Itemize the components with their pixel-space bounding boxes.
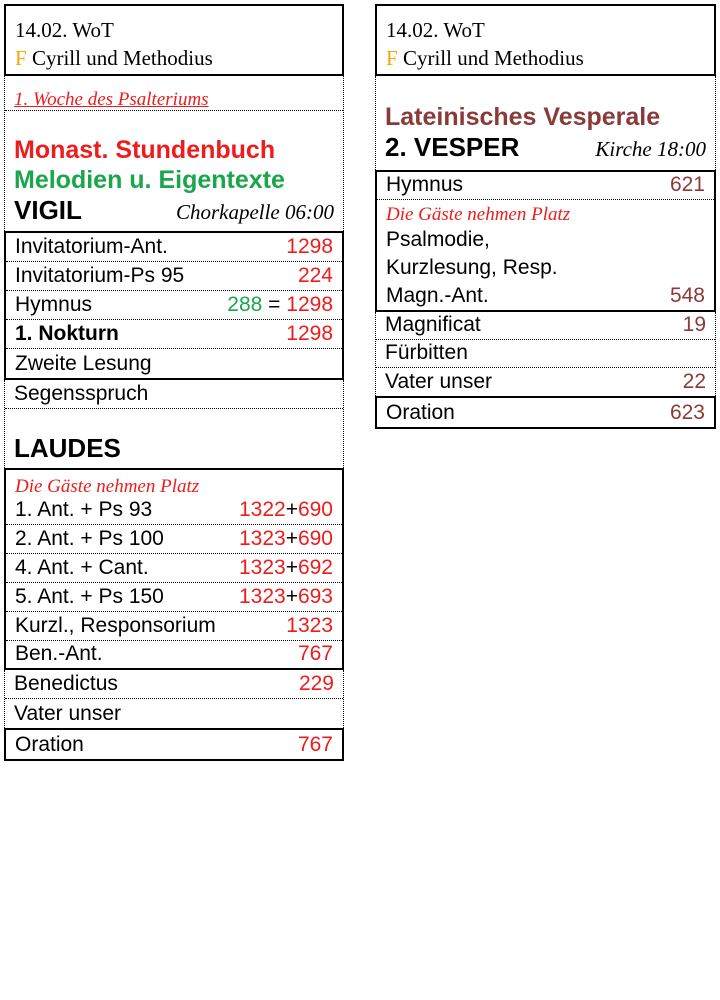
left-header: [4, 4, 344, 76]
right-header: [375, 4, 716, 76]
table-row: Vater unser: [14, 702, 121, 725]
table-row: Invitatorium-Ps 95 224: [6, 262, 342, 291]
table-row: Magnificat 19: [376, 312, 715, 340]
table-row: Ben.-Ant. 767: [6, 641, 342, 670]
hour-vigil: VIGIL: [14, 195, 82, 225]
kurzlesung-label: Kurzlesung, Resp.: [386, 256, 558, 279]
header-date: 14.02. WoT: [15, 18, 114, 42]
right-column: [375, 4, 716, 429]
guests-note: Die Gäste nehmen Platz: [15, 476, 200, 497]
table-row: Invitatorium-Ant. 1298: [6, 233, 342, 262]
laudes-lower: [4, 670, 344, 728]
table-row: Zweite Lesung: [15, 352, 152, 375]
table-row: Fürbitten: [376, 340, 715, 368]
table-row: 1. Nokturn 1298: [6, 320, 342, 349]
rank-letter: F: [15, 46, 27, 70]
table-row: Magn.-Ant. 548: [386, 284, 705, 307]
table-row: 2. Ant. + Ps 100 1323+690: [6, 525, 342, 554]
table-row: Benedictus 229: [5, 670, 343, 699]
title-melodien: Melodien u. Eigentexte: [14, 166, 285, 194]
table-row: 5. Ant. + Ps 150 1323+693: [6, 583, 342, 612]
table-row: Hymnus 288 = 1298: [6, 291, 342, 320]
vesper-lower: [375, 312, 716, 396]
vesper-heading: [376, 132, 715, 163]
table-row: Kurzl., Responsorium 1323: [6, 612, 342, 641]
hour-vesper: 2. VESPER: [385, 132, 520, 162]
hour-laudes: LAUDES: [14, 433, 121, 463]
psalmodie-label: Psalmodie,: [386, 228, 490, 251]
table-row: 4. Ant. + Cant. 1323+692: [6, 554, 342, 583]
feast-name: Cyrill und Methodius: [31, 46, 213, 70]
table-row: 1. Ant. + Ps 93 1322+690: [6, 498, 342, 525]
laudes-box: [4, 468, 344, 670]
rank-letter: F: [386, 46, 398, 70]
left-column: [4, 4, 344, 761]
week-note: 1. Woche des Psalteriums: [14, 89, 209, 110]
title-vesperale: Lateinisches Vesperale: [385, 103, 661, 131]
laudes-oration-box: [4, 728, 344, 761]
right-intro: [375, 76, 716, 170]
vigil-heading: [5, 195, 343, 226]
blessing-row: Segensspruch: [5, 380, 343, 409]
left-intro: [4, 76, 344, 231]
table-row: Vater unser 22: [385, 370, 706, 393]
header-date: 14.02. WoT: [386, 18, 485, 42]
oration-row: Oration 767: [15, 733, 333, 756]
vigil-box: [4, 231, 344, 380]
title-stundenbuch: Monast. Stundenbuch: [14, 136, 276, 164]
vesper-oration-box: [375, 396, 716, 429]
blessing-area: [4, 380, 344, 468]
vesper-box: [375, 170, 716, 312]
oration-row: Oration 623: [386, 401, 705, 424]
guests-note: Die Gäste nehmen Platz: [386, 204, 571, 225]
vesper-place: Kirche 18:00: [595, 137, 706, 161]
table-row: Hymnus 621: [377, 172, 714, 200]
feast-name: Cyrill und Methodius: [402, 46, 584, 70]
vigil-place: Chorkapelle 06:00: [175, 200, 334, 224]
